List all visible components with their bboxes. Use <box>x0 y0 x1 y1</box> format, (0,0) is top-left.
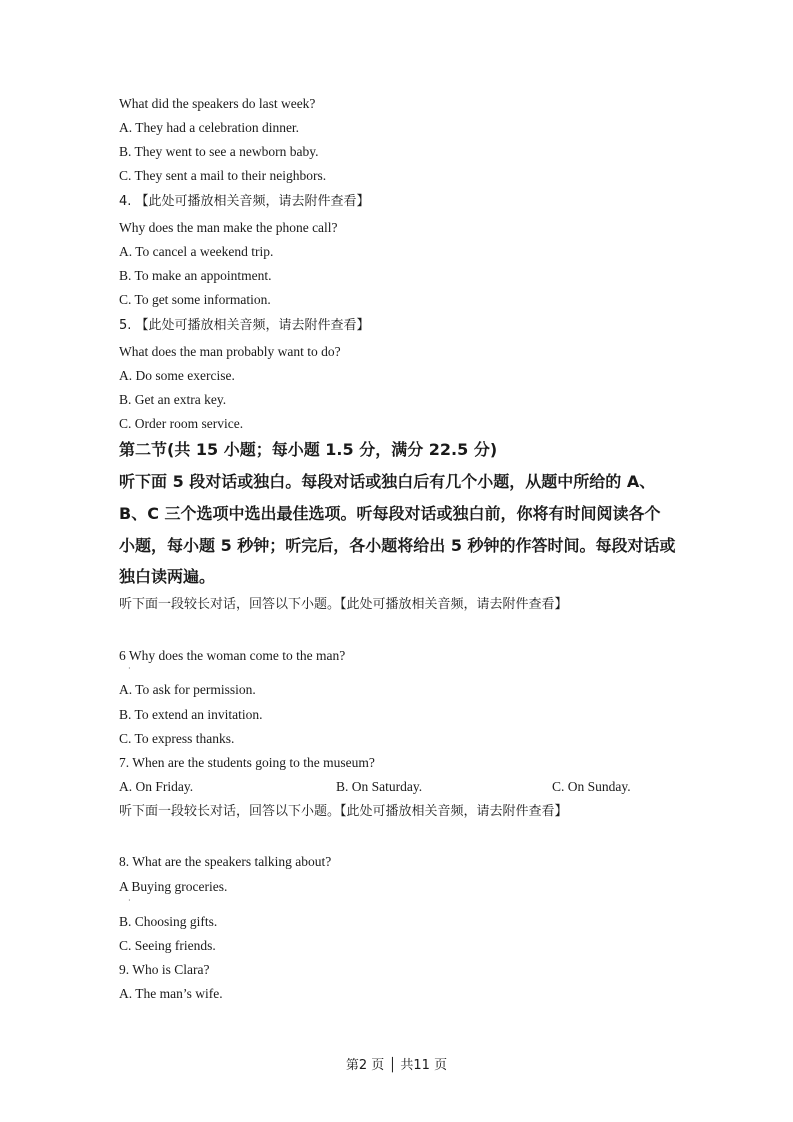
section2-instructions-line1: 听下面 5 段对话或独白。每段对话或独白后有几个小题，从题中所给的 A、 <box>119 472 656 491</box>
q6-option-a: A. To ask for permission. <box>119 682 256 697</box>
q4-option-b: B. To make an appointment. <box>119 268 272 283</box>
q3-option-a: A. They had a celebration dinner. <box>119 120 300 135</box>
q9-question: 9. Who is Clara? <box>119 962 210 977</box>
q5-question: What does the man probably want to do? <box>119 344 341 359</box>
dialog1-intro: 听下面一段较长对话，回答以下小题。【此处可播放相关音频，请去附件查看】 <box>119 597 568 612</box>
q3-option-b: B. They went to see a newborn baby. <box>119 144 319 159</box>
q5-audio-note: 5. 【此处可播放相关音频，请去附件查看】 <box>119 318 370 333</box>
q8-question: 8. What are the speakers talking about? <box>119 854 332 869</box>
q8-option-b: B. Choosing gifts. <box>119 914 218 929</box>
section2-instructions-line4: 独白读两遍。 <box>119 567 216 586</box>
q5-option-b: B. Get an extra key. <box>119 392 227 407</box>
q4-audio-note: 4. 【此处可播放相关音频，请去附件查看】 <box>119 194 370 209</box>
page-footer: 第2 页 │ 共11 页 <box>345 1058 448 1073</box>
q4-option-a: A. To cancel a weekend trip. <box>119 244 274 259</box>
q3-question: What did the speakers do last week? <box>119 96 316 111</box>
section2-title: 第二节(共 15 小题；每小题 1.5 分，满分 22.5 分) <box>119 440 498 459</box>
q8-option-c: C. Seeing friends. <box>119 938 216 953</box>
q7-option-b: B. On Saturday. <box>336 779 423 794</box>
q3-option-c: C. They sent a mail to their neighbors. <box>119 168 327 183</box>
q5-option-c: C. Order room service. <box>119 416 244 431</box>
q4-option-c: C. To get some information. <box>119 292 271 307</box>
q6-option-b: B. To extend an invitation. <box>119 707 263 722</box>
q9-option-a: A. The man’s wife. <box>119 986 223 1001</box>
dialog2-intro: 听下面一段较长对话，回答以下小题。【此处可播放相关音频，请去附件查看】 <box>119 804 568 819</box>
q4-question: Why does the man make the phone call? <box>119 220 338 235</box>
q6-question: 6 Why does the woman come to the man? <box>119 648 346 663</box>
mark-dot: · <box>128 896 131 905</box>
q7-question: 7. When are the students going to the museum? <box>119 755 375 770</box>
q7-option-c: C. On Sunday. <box>552 779 631 794</box>
q5-option-a: A. Do some exercise. <box>119 368 235 383</box>
q8-option-a: A Buying groceries. <box>119 879 228 894</box>
q7-option-a: A. On Friday. <box>119 779 194 794</box>
section2-instructions-line2: B、C 三个选项中选出最佳选项。听每段对话或独白前，你将有时间阅读各个 <box>119 504 661 523</box>
section2-instructions-line3: 小题，每小题 5 秒钟；听完后，各小题将给出 5 秒钟的作答时间。每段对话或 <box>119 536 676 555</box>
mark-dot: · <box>128 664 131 673</box>
q6-option-c: C. To express thanks. <box>119 731 235 746</box>
